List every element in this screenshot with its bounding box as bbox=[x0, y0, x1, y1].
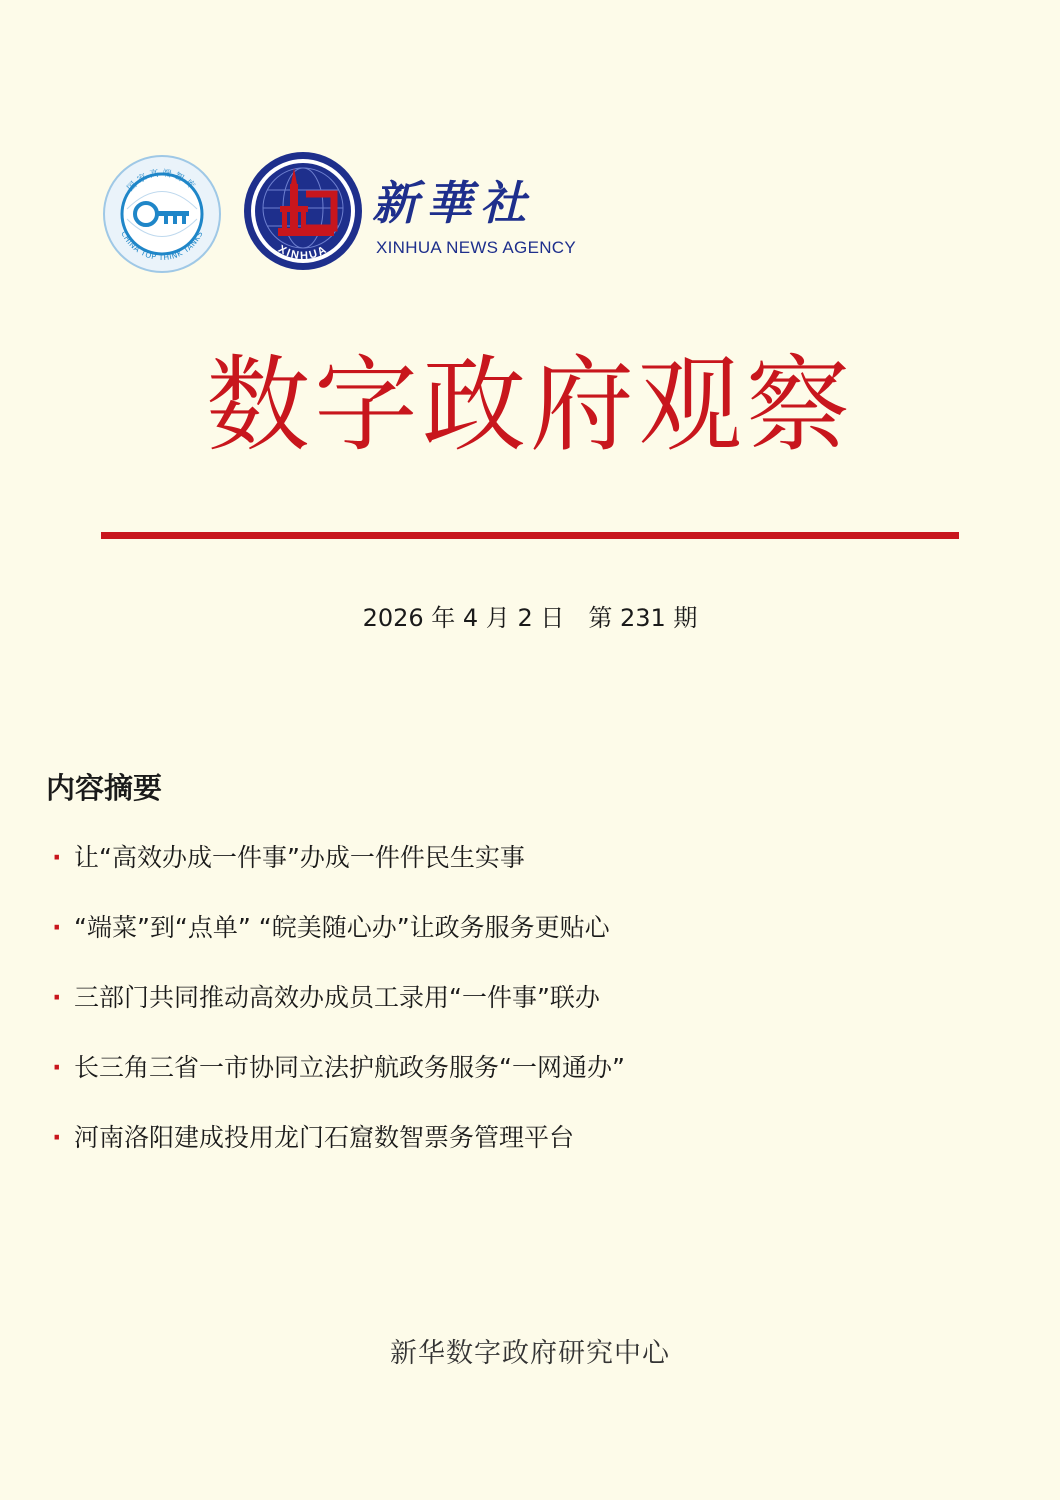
summary-item-text: 河南洛阳建成投用龙门石窟数智票务管理平台 bbox=[74, 1123, 575, 1152]
xinhua-wordmark bbox=[372, 176, 592, 266]
header-logos bbox=[102, 150, 602, 275]
summary-item-text: 长三角三省一市协同立法护航政务服务“一网通办” bbox=[74, 1053, 625, 1082]
summary-item-text: 三部门共同推动高效办成员工录用“一件事”联办 bbox=[74, 983, 600, 1012]
bullet-icon: · bbox=[52, 1053, 62, 1082]
issue-info bbox=[0, 601, 1060, 635]
think-tank-name-en: CHINA TOP THINK TANKS bbox=[119, 229, 205, 263]
summary-item bbox=[52, 908, 625, 978]
summary-item-text: “端菜”到“点单” “皖美随心办”让政务服务更贴心 bbox=[74, 913, 610, 942]
publication-title: 数字政府观察 bbox=[205, 344, 854, 466]
title-divider bbox=[101, 532, 959, 539]
xinhua-name-en: XINHUA NEWS AGENCY bbox=[376, 238, 576, 257]
xinhua-ring-text: XINHUA bbox=[276, 243, 330, 263]
bullet-icon: · bbox=[52, 843, 62, 872]
issue-date: 2026 年 4 月 2 日 bbox=[362, 604, 565, 632]
summary-item-text: 让“高效办成一件事”办成一件件民生实事 bbox=[74, 843, 525, 872]
bullet-icon: · bbox=[52, 983, 62, 1012]
bullet-icon: · bbox=[52, 913, 62, 942]
summary-item bbox=[52, 978, 625, 1048]
summary-item bbox=[52, 1048, 625, 1118]
xinhua-name-cn: 新華社 bbox=[372, 176, 534, 230]
issue-number: 第 231 期 bbox=[588, 604, 698, 632]
summary-heading: 内容摘要 bbox=[46, 771, 163, 805]
china-top-think-tanks-logo bbox=[102, 154, 222, 274]
xinhua-emblem-icon bbox=[242, 150, 364, 272]
summary-item bbox=[52, 838, 625, 908]
publisher-name: 新华数字政府研究中心 bbox=[390, 1338, 670, 1369]
bullet-icon: · bbox=[52, 1123, 62, 1152]
think-tank-name-cn: 国家高端智库 bbox=[125, 168, 199, 194]
summary-item bbox=[52, 1118, 625, 1188]
summary-list bbox=[52, 838, 625, 1188]
